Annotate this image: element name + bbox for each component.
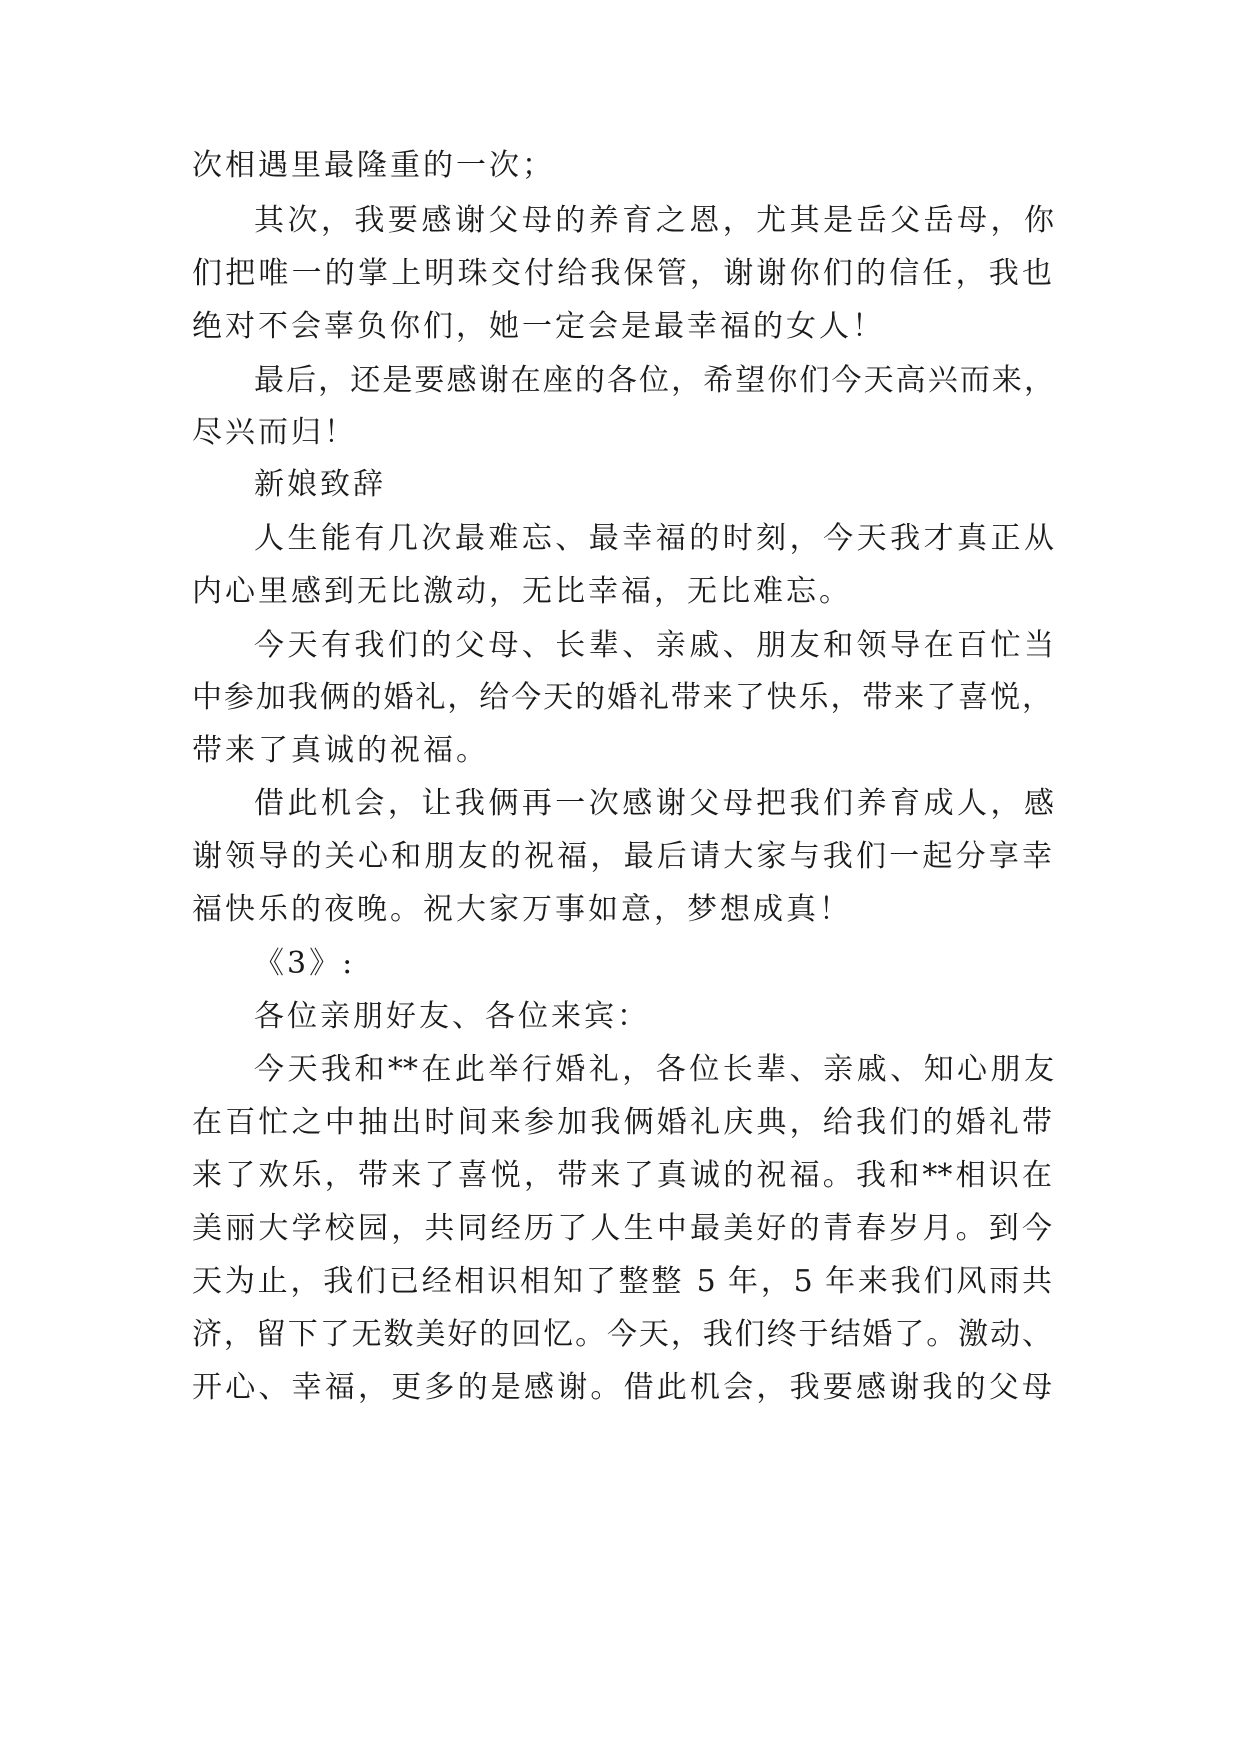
text-line: 次相遇里最隆重的一次； [192, 148, 555, 183]
text-line: 们把唯一的掌上明珠交付给我保管，谢谢你们的信任，我也 [192, 256, 1052, 291]
text-line: 来了欢乐，带来了喜悦，带来了真诚的祝福。我和**相识在 [192, 1158, 1052, 1193]
text-line: 谢领导的关心和朋友的祝福，最后请大家与我们一起分享幸 [192, 839, 1052, 874]
text-line: 内心里感到无比激动，无比幸福，无比难忘。 [192, 574, 852, 609]
text-line: 福快乐的夜晚。祝大家万事如意，梦想成真！ [192, 892, 852, 927]
text-line: 尽兴而归！ [192, 415, 357, 450]
salutation: 各位亲朋好友、各位来宾： [254, 999, 650, 1034]
text-line: 天为止，我们已经相识相知了整整 5 年，5 年来我们风雨共 [192, 1264, 1052, 1299]
text-line: 在百忙之中抽出时间来参加我俩婚礼庆典，给我们的婚礼带 [192, 1105, 1052, 1140]
text-line: 开心、幸福，更多的是感谢。借此机会，我要感谢我的父母 [192, 1370, 1052, 1405]
text-line: 绝对不会辜负你们，她一定会是最幸福的女人！ [192, 309, 885, 344]
paragraph-start: 今天我和**在此举行婚礼，各位长辈、亲戚、知心朋友 [254, 1052, 1054, 1087]
text-line: 美丽大学校园，共同经历了人生中最美好的青春岁月。到今 [192, 1211, 1052, 1246]
paragraph-start: 其次，我要感谢父母的养育之恩，尤其是岳父岳母，你 [254, 203, 1054, 238]
text-line: 济，留下了无数美好的回忆。今天，我们终于结婚了。激动、 [192, 1317, 1052, 1352]
text-line: 中参加我俩的婚礼，给今天的婚礼带来了快乐，带来了喜悦， [192, 680, 1052, 715]
paragraph-start: 今天有我们的父母、长辈、亲戚、朋友和领导在百忙当 [254, 628, 1054, 663]
section-heading: 新娘致辞 [254, 467, 386, 502]
paragraph-start: 借此机会，让我俩再一次感谢父母把我们养育成人，感 [254, 786, 1054, 821]
text-line: 带来了真诚的祝福。 [192, 733, 489, 768]
paragraph-start: 人生能有几次最难忘、最幸福的时刻，今天我才真正从 [254, 521, 1054, 556]
section-number: 《3》: [254, 946, 356, 981]
paragraph-start: 最后，还是要感谢在座的各位，希望你们今天高兴而来， [254, 363, 1054, 398]
